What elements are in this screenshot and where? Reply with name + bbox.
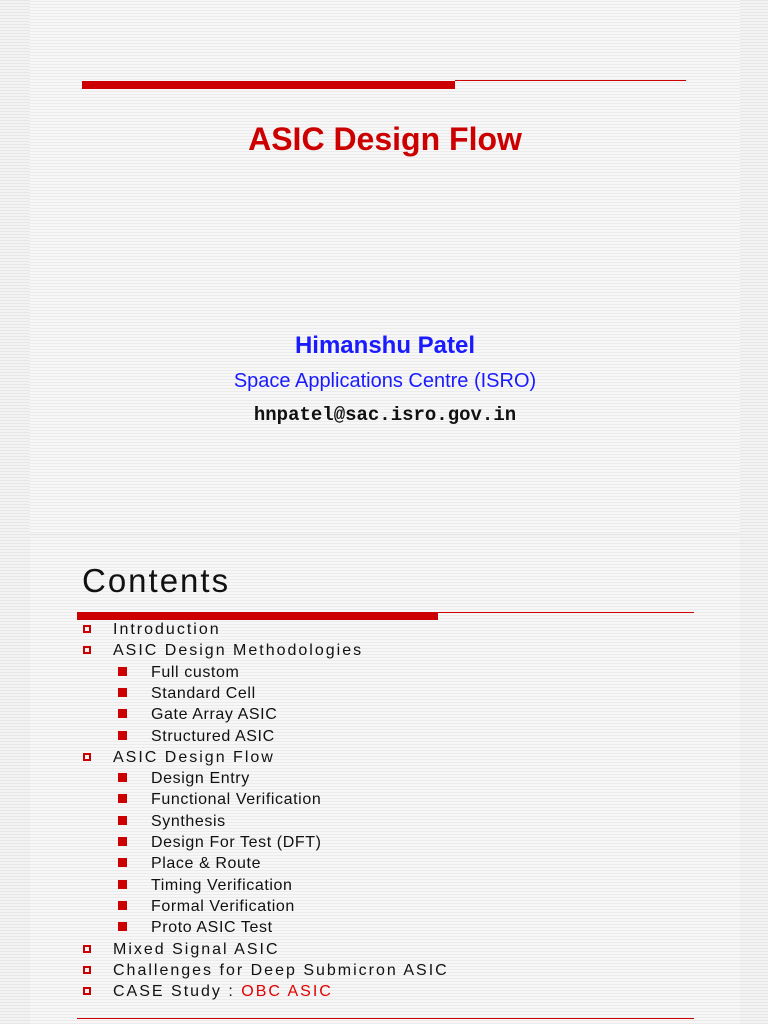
- contents-item-label: Place & Route: [151, 855, 262, 873]
- contents-item-label: Formal Verification: [151, 897, 295, 915]
- contents-accent-rule: [438, 612, 694, 613]
- hollow-square-bullet-icon: [83, 945, 91, 953]
- contents-item: [118, 853, 261, 874]
- contents-item-label: Proto ASIC Test: [151, 919, 273, 937]
- hollow-square-bullet-icon: [83, 625, 91, 633]
- presentation-title: ASIC Design Flow: [248, 121, 522, 157]
- contents-item-label: Mixed Signal ASIC: [113, 940, 280, 958]
- filled-square-bullet-icon: [118, 858, 127, 867]
- author-email: hnpatel@sac.isro.gov.in: [253, 404, 517, 426]
- contents-item-label: ASIC Design Flow: [113, 748, 275, 766]
- hollow-square-bullet-icon: [83, 966, 91, 974]
- contents-item-label: Structured ASIC: [151, 727, 275, 745]
- contents-item: [83, 640, 363, 661]
- contents-item-label: Functional Verification: [151, 791, 322, 809]
- filled-square-bullet-icon: [118, 901, 127, 910]
- contents-item-label: Standard Cell: [151, 684, 256, 702]
- contents-item: [83, 960, 449, 981]
- filled-square-bullet-icon: [118, 922, 127, 931]
- filled-square-bullet-icon: [118, 731, 127, 740]
- contents-item: [83, 747, 275, 768]
- contents-item-label: Timing Verification: [151, 876, 293, 894]
- title-accent-bar: [82, 81, 455, 89]
- filled-square-bullet-icon: [118, 688, 127, 697]
- contents-item: [83, 619, 221, 640]
- contents-item-label: Full custom: [151, 663, 240, 681]
- contents-item: [118, 896, 295, 917]
- contents-item: [118, 768, 250, 789]
- filled-square-bullet-icon: [118, 816, 127, 825]
- contents-item: [118, 683, 256, 704]
- contents-heading: Contents: [82, 562, 231, 599]
- contents-item: [118, 789, 321, 810]
- filled-square-bullet-icon: [118, 773, 127, 782]
- contents-slide: [30, 537, 740, 1024]
- title-slide: [30, 0, 740, 533]
- contents-item: [118, 662, 239, 683]
- filled-square-bullet-icon: [118, 794, 127, 803]
- contents-item-label: Synthesis: [151, 812, 226, 830]
- contents-item: [118, 811, 226, 832]
- filled-square-bullet-icon: [118, 880, 127, 889]
- contents-item: [118, 875, 293, 896]
- contents-item-label: Challenges for Deep Submicron ASIC: [113, 961, 449, 979]
- contents-item-label: ASIC Design Methodologies: [113, 642, 364, 660]
- footer-rule: [77, 1018, 694, 1019]
- contents-item-label: Design For Test (DFT): [151, 834, 322, 851]
- contents-item-label: Gate Array ASIC: [151, 706, 278, 724]
- contents-item: [118, 726, 275, 747]
- contents-item-label: CASE Study :: [113, 983, 242, 1001]
- contents-item: [118, 917, 273, 938]
- author-organization: Space Applications Centre (ISRO): [233, 370, 537, 392]
- hollow-square-bullet-icon: [83, 753, 91, 761]
- hollow-square-bullet-icon: [83, 987, 91, 995]
- contents-item-label: Introduction: [113, 621, 221, 638]
- filled-square-bullet-icon: [118, 667, 127, 676]
- hollow-square-bullet-icon: [83, 646, 91, 654]
- filled-square-bullet-icon: [118, 837, 127, 846]
- contents-item: [118, 704, 277, 725]
- contents-item-highlight: OBC ASIC: [241, 983, 333, 1001]
- contents-item-label: Design Entry: [151, 770, 250, 788]
- author-name: Himanshu Patel: [294, 332, 476, 359]
- title-accent-rule: [455, 80, 686, 81]
- contents-item: [83, 981, 333, 1002]
- contents-item: [83, 939, 280, 960]
- filled-square-bullet-icon: [118, 709, 127, 718]
- contents-item: [118, 832, 322, 853]
